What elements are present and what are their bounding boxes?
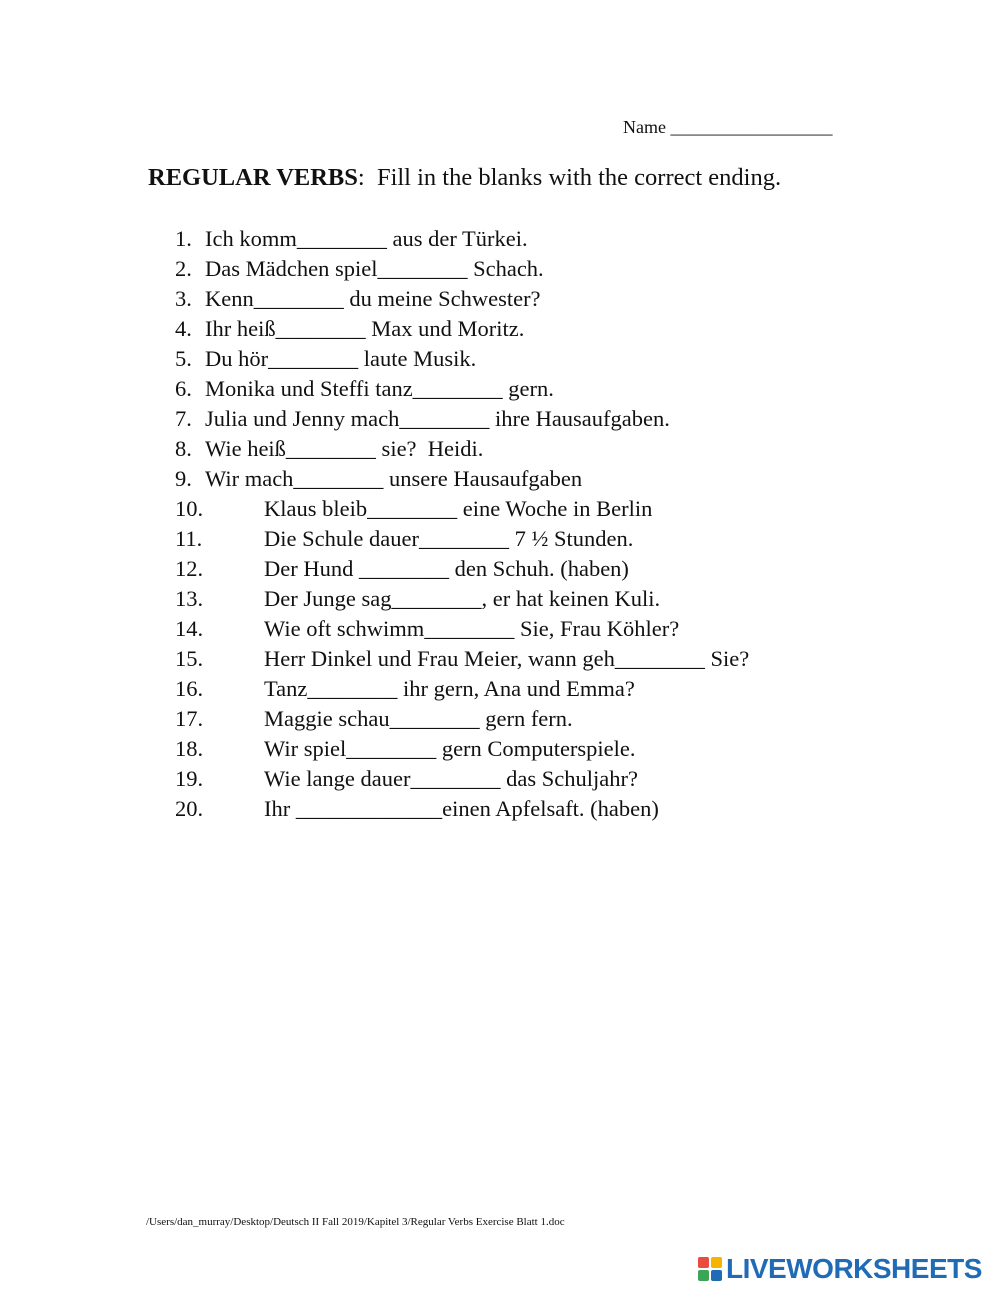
exercise-item <box>0 644 1000 674</box>
exercise-sentence: Ich komm________ aus der Türkei. <box>205 226 528 251</box>
document-file-path: /Users/dan_murray/Desktop/Deutsch II Fall 2019/Kapitel 3/Regular Verbs Exercise Blatt 1.doc <box>146 1216 565 1228</box>
logo-square <box>698 1270 709 1281</box>
exercise-item <box>0 704 1000 734</box>
exercise-sentence: Die Schule dauer________ 7 ½ Stunden. <box>264 526 634 551</box>
exercise-number: 10. <box>175 496 204 521</box>
exercise-number: 20. <box>175 796 204 821</box>
liveworksheets-logo-icon <box>698 1257 722 1281</box>
exercise-sentence: Julia und Jenny mach________ ihre Hausaufgaben. <box>205 406 670 431</box>
instructions-text: : Fill in the blanks with the correct ending. <box>357 164 782 191</box>
exercise-item <box>0 434 1000 464</box>
exercise-sentence: Monika und Steffi tanz________ gern. <box>205 376 554 401</box>
brand-name: LIVEWORKSHEETS <box>726 1253 982 1284</box>
exercise-sentence: Du hör________ laute Musik. <box>205 346 477 371</box>
exercise-number: 5. <box>175 346 192 371</box>
exercise-sentence: Tanz________ ihr gern, Ana und Emma? <box>264 676 635 701</box>
exercise-item <box>0 554 1000 584</box>
exercise-number: 3. <box>175 286 192 311</box>
exercise-sentence: Wie oft schwimm________ Sie, Frau Köhler? <box>264 616 680 641</box>
exercise-number: 19. <box>175 766 204 791</box>
exercise-item <box>0 254 1000 284</box>
exercise-sentence: Wir mach________ unsere Hausaufgaben <box>205 466 583 491</box>
exercise-item <box>0 314 1000 344</box>
exercise-item <box>0 344 1000 374</box>
exercise-number: 14. <box>175 616 204 641</box>
exercise-sentence: Kenn________ du meine Schwester? <box>205 286 541 311</box>
logo-square <box>698 1257 709 1268</box>
exercise-item <box>0 404 1000 434</box>
exercise-number: 15. <box>175 646 204 671</box>
instructions-heading <box>148 164 781 192</box>
exercise-item <box>0 794 1000 824</box>
exercise-sentence: Der Junge sag________, er hat keinen Kuli. <box>264 586 661 611</box>
exercise-number: 2. <box>175 256 192 281</box>
exercise-number: 12. <box>175 556 204 581</box>
exercise-sentence: Ihr _____________einen Apfelsaft. (haben) <box>264 796 659 821</box>
exercise-sentence: Wir spiel________ gern Computerspiele. <box>264 736 636 761</box>
exercise-number: 18. <box>175 736 204 761</box>
exercise-item <box>0 614 1000 644</box>
exercise-number: 11. <box>175 526 203 551</box>
exercise-number: 16. <box>175 676 204 701</box>
exercise-sentence: Wie lange dauer________ das Schuljahr? <box>264 766 638 791</box>
exercise-sentence: Maggie schau________ gern fern. <box>264 706 573 731</box>
exercise-item <box>0 734 1000 764</box>
exercise-item <box>0 224 1000 254</box>
exercise-sentence: Ihr heiß________ Max und Moritz. <box>205 316 525 341</box>
logo-square <box>711 1257 722 1268</box>
exercise-item <box>0 764 1000 794</box>
exercise-item <box>0 524 1000 554</box>
exercise-number: 17. <box>175 706 204 731</box>
exercise-item <box>0 374 1000 404</box>
liveworksheets-branding <box>698 1254 982 1284</box>
exercise-list <box>0 224 1000 824</box>
logo-square <box>711 1270 722 1281</box>
exercise-number: 4. <box>175 316 192 341</box>
exercise-sentence: Wie heiß________ sie? Heidi. <box>205 436 484 461</box>
exercise-sentence: Klaus bleib________ eine Woche in Berlin <box>264 496 653 521</box>
exercise-item <box>0 464 1000 494</box>
exercise-sentence: Der Hund ________ den Schuh. (haben) <box>264 556 629 581</box>
exercise-item <box>0 284 1000 314</box>
instructions-title: REGULAR VERBS <box>148 164 358 191</box>
exercise-number: 6. <box>175 376 192 401</box>
name-field-label: Name __________________ <box>623 117 833 137</box>
exercise-number: 13. <box>175 586 204 611</box>
exercise-number: 8. <box>175 436 192 461</box>
exercise-item <box>0 674 1000 704</box>
exercise-item <box>0 494 1000 524</box>
exercise-number: 7. <box>175 406 192 431</box>
exercise-sentence: Das Mädchen spiel________ Schach. <box>205 256 544 281</box>
exercise-number: 9. <box>175 466 192 491</box>
exercise-number: 1. <box>175 226 192 251</box>
exercise-sentence: Herr Dinkel und Frau Meier, wann geh________ Sie? <box>264 646 750 671</box>
exercise-item <box>0 584 1000 614</box>
